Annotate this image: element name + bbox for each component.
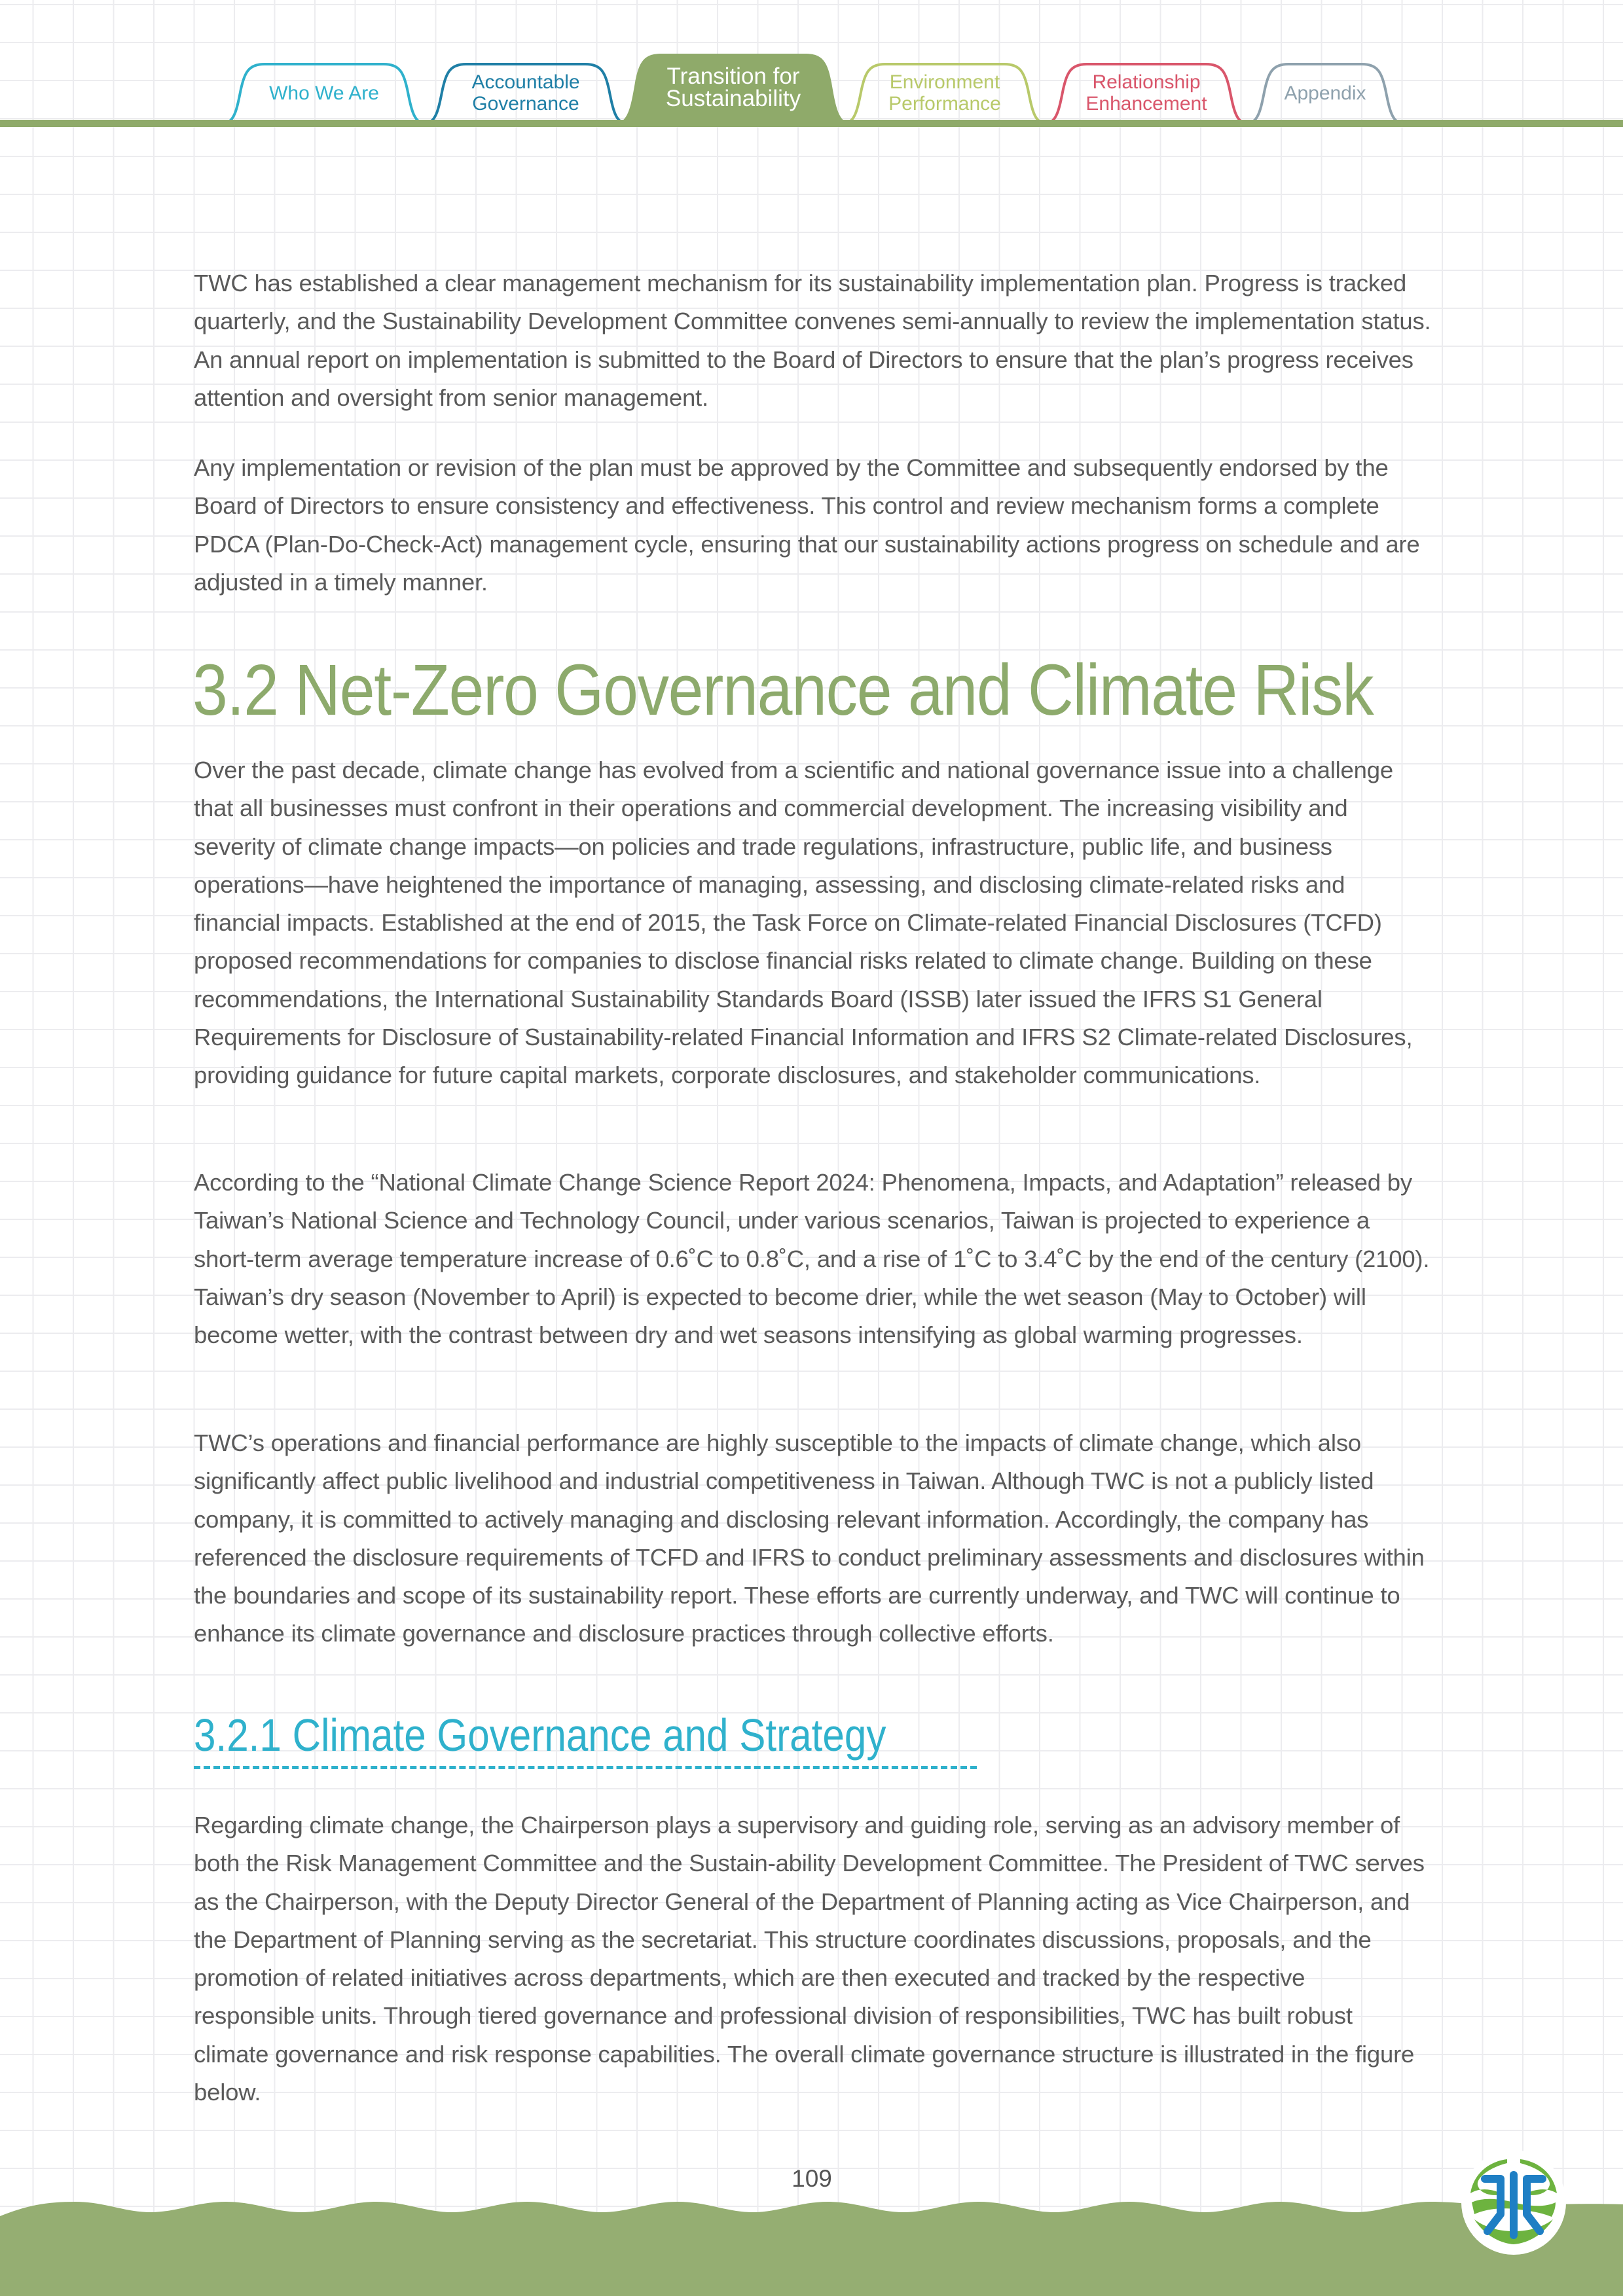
tab-label: Accountable Governance	[471, 71, 580, 115]
page-number: 109	[792, 2165, 832, 2192]
intro-text-block	[194, 264, 1431, 417]
section-body	[194, 751, 1431, 1095]
body-paragraph: Over the past decade, climate change has evolved from a scientific and national governance issue into a challenge that all businesses must confront in their operations and commercial development. The increasing visibility and severity of climate change impacts—on policies and trade regulations, infrastructure, public life, and business operations—have heightened the importance of managing, assessing, and disclosing climate-related risks and financial impacts. Established at the end of 2015, the Task Force on Climate-related Financial Disclosures (TCFD) proposed recommendations for companies to disclose financial risks related to climate change. Building on these recommendations, the International Sustainability Standards Board (ISSB) later issued the IFRS S1 General Requirements for Disclosure of Sustainability-related Financial Information and IFRS S2 Climate-related Disclosures, providing guidance for future capital markets, corporate disclosures, and stakeholder communications.	[194, 757, 1413, 1089]
tab-relationship-enhancement[interactable]	[1045, 63, 1248, 123]
dashed-underline	[194, 1766, 977, 1769]
section-tab-bar	[0, 0, 1623, 131]
tab-label: Transition for Sustainability	[665, 63, 801, 111]
footer-wave-icon	[0, 2199, 1623, 2296]
tab-who-we-are[interactable]	[223, 63, 426, 123]
tab-transition-for-sustainability[interactable]	[615, 52, 851, 123]
body-paragraph: Regarding climate change, the Chairperson plays a supervisory and guiding role, serving as an advisory member of both the Risk Management Committee and the Sustain-ability Development Committee. The President of TWC serves as the Chairperson, with the Deputy Director General of the Department of Planning acting as Vice Chairperson, and the Department of Planning serving as the secretariat. This structure coordinates discussions, proposals, and the promotion of related initiatives across departments, which are then executed and tracked by the respective responsible units. Through tiered governance and professional division of responsibilities, TWC has built robust climate governance and risk response capabilities. The overall climate governance structure is illustrated in the figure below.	[194, 1812, 1425, 2106]
body-paragraph: According to the “National Climate Change Science Report 2024: Phenomena, Impacts, and Adaptation” released by Taiwan’s National Science and Technology Council, under various scenarios, Taiwan is projected to experience a short-term average temperature increase of 0.6˚C to 0.8˚C, and a rise of 1˚C to 3.4˚C by the end of the century (2100). Taiwan’s dry season (November to April) is expected to become drier, while the wet season (May to October) will become wetter, with the contrast between dry and wet seasons intensifying as global warming progresses.	[194, 1169, 1430, 1349]
subsection-body	[194, 1806, 1431, 2111]
tab-label: Appendix	[1284, 82, 1366, 104]
tab-baseline-divider	[0, 120, 1623, 127]
section-body	[194, 1424, 1431, 1653]
tab-label: Relationship Enhancement	[1085, 71, 1207, 115]
tab-accountable-governance[interactable]	[424, 63, 627, 123]
twc-water-logo-icon	[1460, 2149, 1567, 2256]
body-paragraph: TWC’s operations and financial performance are highly susceptible to the impacts of climate change, which also significantly affect public livelihood and industrial competitiveness in Taiwan. Although TWC is not a publicly listed company, it is committed to actively managing and disclosing relevant information. Accordingly, the company has referenced the disclosure requirements of TCFD and IFRS to conduct preliminary assessments and disclosures within the boundaries and scope of its sustainability report. These efforts are currently underway, and TWC will continue to enhance its climate governance and disclosure practices through collective efforts.	[194, 1429, 1425, 1647]
intro-paragraph: Any implementation or revision of the plan must be approved by the Committee and subsequently endorsed by the Board of Directors to ensure consistency and effectiveness. This control and review mechanism forms a complete PDCA (Plan-Do-Check-Act) management cycle, ensuring that our sustainability actions progress on schedule and are adjusted in a timely manner.	[194, 454, 1420, 596]
tab-label: Who We Are	[269, 82, 379, 104]
tab-appendix[interactable]	[1247, 63, 1404, 123]
section-body	[194, 1164, 1431, 1354]
intro-text-block	[194, 449, 1431, 601]
section-heading: 3.2 Net-Zero Governance and Climate Risk	[192, 650, 1374, 730]
subsection-heading: 3.2.1 Climate Governance and Strategy	[194, 1710, 886, 1761]
tab-label: Environment Performance	[888, 71, 1001, 115]
intro-paragraph: TWC has established a clear management mechanism for its sustainability implementation plan. Progress is tracked quarterly, and the Sustainability Development Committee convenes semi-annually to review the implementation status. An annual report on implementation is submitted to the Board of Directors to ensure that the plan’s progress receives attention and oversight from senior management.	[194, 270, 1431, 411]
tab-environment-performance[interactable]	[843, 63, 1046, 123]
